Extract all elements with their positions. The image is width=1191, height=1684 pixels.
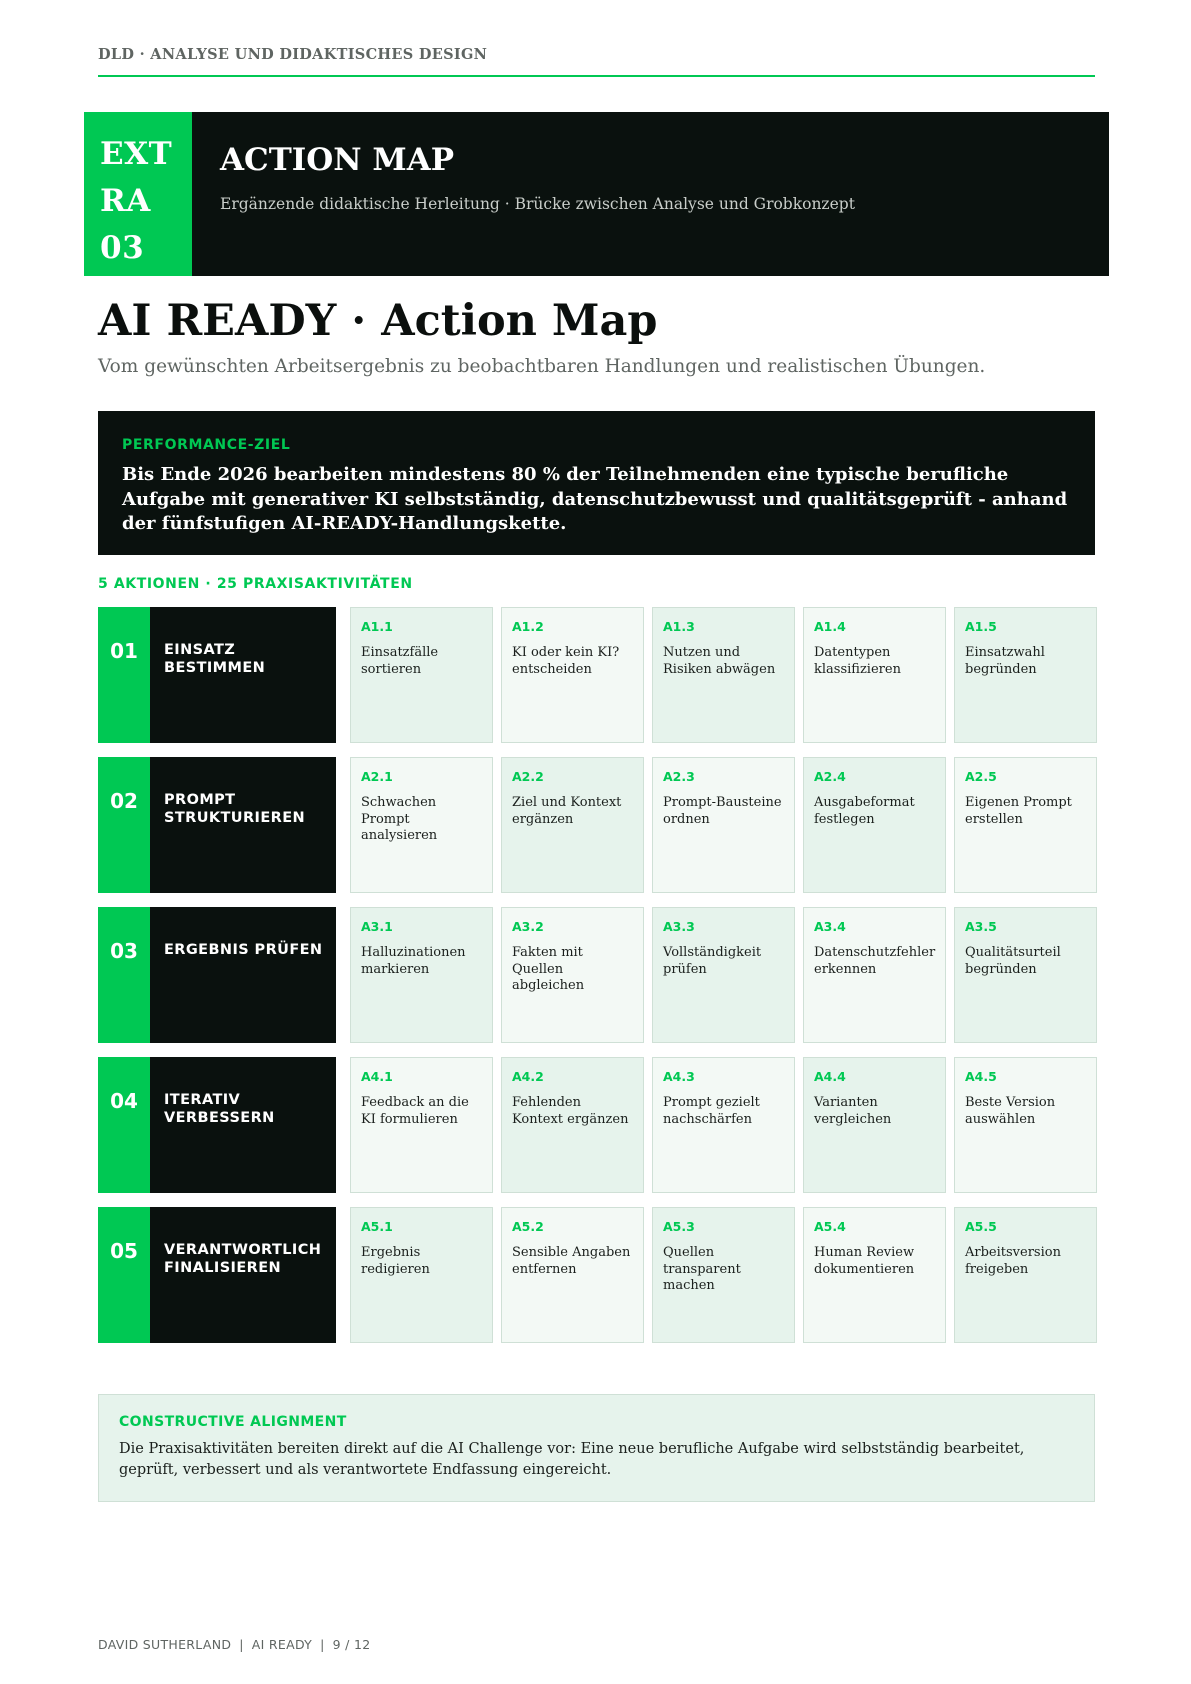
activity-card [652, 907, 795, 1043]
page-footer: DAVID SUTHERLAND | AI READY | 9 / 12 [98, 1637, 371, 1652]
activity-text: Arbeitsversion freigeben [965, 1245, 1061, 1277]
action-title: PROMPT STRUKTURIEREN [164, 792, 306, 826]
action-row [98, 607, 1095, 743]
activity-card [652, 607, 795, 743]
activity-code: A2.1 [361, 769, 393, 784]
constructive-alignment-text: Die Praxisaktivitäten bereiten direkt auf die AI Challenge vor: Eine neue berufliche Aufgabe wird selbstständig bearbeitet, geprüft, verbessert und als verantwortete Endfassung eingereicht. [119, 1441, 1025, 1478]
action-title: EINSATZ BESTIMMEN [164, 642, 266, 676]
action-header [98, 907, 336, 1043]
activity-card [954, 607, 1097, 743]
extra-banner [84, 112, 1109, 276]
activity-text: Fehlenden Kontext ergänzen [512, 1095, 629, 1127]
footer-author: DAVID SUTHERLAND [98, 1637, 232, 1652]
activity-code: A1.5 [965, 619, 997, 634]
activity-text: Datenschutzfehler erkennen [814, 945, 936, 977]
activity-code: A4.1 [361, 1069, 393, 1084]
activity-card [350, 757, 493, 893]
activity-code: A3.2 [512, 919, 544, 934]
activity-code: A3.3 [663, 919, 695, 934]
performance-goal-label: PERFORMANCE-ZIEL [122, 437, 291, 453]
action-row [98, 1057, 1095, 1193]
activity-code: A3.1 [361, 919, 393, 934]
page-subtitle: Vom gewünschten Arbeitsergebnis zu beobachtbaren Handlungen und realistischen Übungen. [98, 356, 986, 377]
activity-text: Eigenen Prompt erstellen [965, 795, 1072, 827]
page-title: AI READY · Action Map [98, 296, 658, 346]
activity-text: Beste Version auswählen [965, 1095, 1056, 1127]
activity-code: A5.1 [361, 1219, 393, 1234]
action-row [98, 907, 1095, 1043]
badge-line: 03 [100, 230, 145, 266]
activity-code: A1.3 [663, 619, 695, 634]
activity-code: A5.4 [814, 1219, 846, 1234]
activity-code: A4.3 [663, 1069, 695, 1084]
action-title: ERGEBNIS PRÜFEN [164, 942, 323, 958]
activity-card [652, 1057, 795, 1193]
action-header [98, 1057, 336, 1193]
activity-text: Nutzen und Risiken abwägen [663, 645, 776, 677]
activity-text: Prompt gezielt nachschärfen [663, 1095, 760, 1127]
activity-card [350, 1057, 493, 1193]
actions-section-label: 5 AKTIONEN · 25 PRAXISAKTIVITÄTEN [98, 576, 413, 592]
activity-card [954, 757, 1097, 893]
activity-text: Einsatzfälle sortieren [361, 645, 439, 677]
banner-badge [84, 112, 192, 276]
action-number: 02 [98, 757, 150, 893]
activity-card [803, 607, 946, 743]
activity-text: Prompt-Bausteine ordnen [663, 795, 782, 827]
constructive-alignment-label: CONSTRUCTIVE ALIGNMENT [119, 1414, 347, 1430]
activity-code: A1.4 [814, 619, 846, 634]
activity-card [652, 1207, 795, 1343]
badge-line: RA [100, 183, 151, 219]
banner-title: ACTION MAP [220, 142, 455, 178]
action-number: 05 [98, 1207, 150, 1343]
activity-code: A5.3 [663, 1219, 695, 1234]
activity-card [652, 757, 795, 893]
footer-page-number: 9 / 12 [332, 1637, 371, 1652]
activity-text: Vollständigkeit prüfen [663, 945, 762, 977]
activity-code: A5.5 [965, 1219, 997, 1234]
activity-text: Schwachen Prompt analysieren [361, 795, 438, 843]
action-header [98, 607, 336, 743]
activity-text: KI oder kein KI? entscheiden [512, 645, 620, 677]
constructive-alignment-box [98, 1394, 1095, 1502]
activity-code: A5.2 [512, 1219, 544, 1234]
banner-subtitle: Ergänzende didaktische Herleitung · Brücke zwischen Analyse und Grobkonzept [220, 195, 855, 213]
activity-card [350, 607, 493, 743]
activity-code: A2.4 [814, 769, 846, 784]
activity-text: Ziel und Kontext ergänzen [512, 795, 622, 827]
activity-card [954, 1207, 1097, 1343]
action-title: VERANTWORTLICH FINALISIEREN [164, 1242, 322, 1276]
performance-goal-box [98, 411, 1095, 555]
badge-line: EXT [100, 136, 173, 172]
activity-card [350, 907, 493, 1043]
footer-project: AI READY [251, 1637, 313, 1652]
activity-card [954, 1057, 1097, 1193]
activity-code: A1.1 [361, 619, 393, 634]
performance-goal-text: Bis Ende 2026 bearbeiten mindestens 80 % der Teilnehmenden eine typische berufliche Aufgabe mit generativer KI selbstständig, datenschutzbewusst und qualitätsgeprüft - anhand der fünfstufigen AI-READY-Handlungskette. [122, 464, 1068, 534]
activity-text: Fakten mit Quellen abgleichen [512, 945, 585, 993]
activity-card [803, 1207, 946, 1343]
running-header: DLD · ANALYSE UND DIDAKTISCHES DESIGN [98, 46, 488, 63]
activity-card [803, 757, 946, 893]
action-number: 01 [98, 607, 150, 743]
activity-text: Varianten vergleichen [814, 1095, 892, 1127]
activity-text: Halluzinationen markieren [361, 945, 466, 977]
activity-code: A2.2 [512, 769, 544, 784]
activity-card [501, 1057, 644, 1193]
activity-card [803, 907, 946, 1043]
header-rule [98, 75, 1095, 77]
activity-card [501, 1207, 644, 1343]
activity-code: A4.2 [512, 1069, 544, 1084]
activity-text: Sensible Angaben entfernen [512, 1245, 631, 1277]
activity-code: A3.4 [814, 919, 846, 934]
activity-text: Ergebnis redigieren [361, 1245, 430, 1277]
activity-code: A2.5 [965, 769, 997, 784]
action-row [98, 757, 1095, 893]
action-number: 04 [98, 1057, 150, 1193]
activity-text: Human Review dokumentieren [814, 1245, 915, 1277]
activity-card [954, 907, 1097, 1043]
activity-card [501, 757, 644, 893]
activity-code: A1.2 [512, 619, 544, 634]
activity-card [803, 1057, 946, 1193]
action-number: 03 [98, 907, 150, 1043]
activity-code: A4.5 [965, 1069, 997, 1084]
activity-card [501, 907, 644, 1043]
action-row [98, 1207, 1095, 1343]
activity-text: Qualitätsurteil begründen [965, 945, 1061, 977]
activity-text: Ausgabeformat festlegen [814, 795, 915, 827]
activity-text: Feedback an die KI formulieren [361, 1095, 469, 1127]
activity-text: Quellen transparent machen [663, 1245, 741, 1293]
activity-code: A2.3 [663, 769, 695, 784]
activity-text: Einsatzwahl begründen [965, 645, 1045, 677]
activity-code: A4.4 [814, 1069, 846, 1084]
activity-text: Datentypen klassifizieren [814, 645, 901, 677]
activity-code: A3.5 [965, 919, 997, 934]
action-header [98, 757, 336, 893]
activity-card [501, 607, 644, 743]
action-header [98, 1207, 336, 1343]
activity-card [350, 1207, 493, 1343]
action-title: ITERATIV VERBESSERN [164, 1092, 275, 1126]
